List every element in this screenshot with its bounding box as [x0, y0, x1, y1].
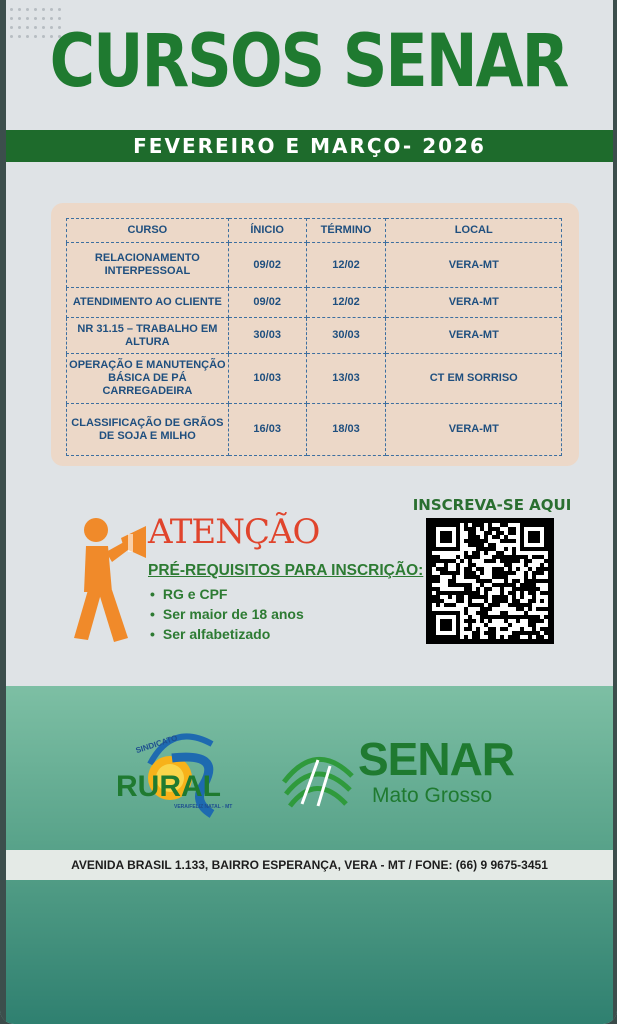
prerequisites-list — [150, 584, 304, 644]
dot — [58, 8, 61, 11]
address-bar: AVENIDA BRASIL 1.133, BAIRRO ESPERANÇA, VERA - MT / FONE: (66) 9 9675-3451 — [6, 850, 613, 880]
courses-table — [66, 218, 562, 456]
rural-bottom-text: VERA/FELIZ NATAL - MT — [174, 804, 233, 810]
dot — [34, 8, 37, 11]
cell-curso: ATENDIMENTO AO CLIENTE — [67, 288, 229, 318]
list-item: • RG e CPF — [150, 584, 304, 604]
dot — [42, 8, 45, 11]
dot — [26, 8, 29, 11]
cell-inicio: 30/03 — [228, 318, 306, 354]
cell-inicio: 09/02 — [228, 288, 306, 318]
rural-main-text: RURAL — [116, 770, 221, 803]
prerequisites-title: PRÉ-REQUISITOS PARA INSCRIÇÃO: — [148, 562, 424, 579]
senar-name: SENAR — [358, 733, 515, 785]
cell-curso: RELACIONAMENTO INTERPESSOAL — [67, 243, 229, 288]
table-row — [67, 243, 562, 288]
dot — [10, 8, 13, 11]
cell-local: VERA-MT — [386, 404, 562, 456]
cell-termino: 12/02 — [306, 243, 386, 288]
cell-curso: OPERAÇÃO E MANUTENÇÃO BÁSICA DE PÁ CARREGADEIRA — [67, 354, 229, 404]
dot — [18, 8, 21, 11]
cell-inicio: 10/03 — [228, 354, 306, 404]
cell-curso: NR 31.15 – TRABALHO EM ALTURA — [67, 318, 229, 354]
cell-termino: 13/03 — [306, 354, 386, 404]
qr-code-icon — [431, 523, 549, 639]
courses-table-card — [51, 203, 579, 466]
megaphone-person-icon — [66, 512, 150, 648]
right-border-strip — [613, 0, 617, 1024]
list-item: • Ser maior de 18 anos — [150, 604, 304, 624]
sindicato-rural-logo — [112, 722, 247, 822]
header-termino: TÉRMINO — [306, 219, 386, 243]
table-row — [67, 318, 562, 354]
dot — [50, 8, 53, 11]
cell-termino: 18/03 — [306, 404, 386, 456]
cell-local: CT EM SORRISO — [386, 354, 562, 404]
rural-top-text: SINDICATO — [134, 733, 179, 756]
qr-label: INSCREVA-SE AQUI — [412, 496, 572, 514]
attention-title: ATENÇÃO — [148, 512, 320, 552]
cell-local: VERA-MT — [386, 288, 562, 318]
table-row — [67, 354, 562, 404]
page-title: CURSOS SENAR — [49, 17, 568, 104]
cell-local: VERA-MT — [386, 243, 562, 288]
table-row — [67, 288, 562, 318]
cell-termino: 30/03 — [306, 318, 386, 354]
senar-subtitle: Mato Grosso — [372, 784, 493, 807]
header-local: LOCAL — [386, 219, 562, 243]
header-curso: CURSO — [67, 219, 229, 243]
cell-curso: CLASSIFICAÇÃO DE GRÃOS DE SOJA E MILHO — [67, 404, 229, 456]
list-item: • Ser alfabetizado — [150, 624, 304, 644]
cell-inicio: 16/03 — [228, 404, 306, 456]
table-row — [67, 404, 562, 456]
cell-termino: 12/02 — [306, 288, 386, 318]
qr-code[interactable] — [426, 518, 554, 644]
left-border-strip — [0, 0, 6, 1024]
table-header-row — [67, 219, 562, 243]
period-subtitle: FEVEREIRO E MARÇO- 2026 — [6, 130, 613, 162]
cell-inicio: 09/02 — [228, 243, 306, 288]
header-inicio: ÍNICIO — [228, 219, 306, 243]
cell-local: VERA-MT — [386, 318, 562, 354]
